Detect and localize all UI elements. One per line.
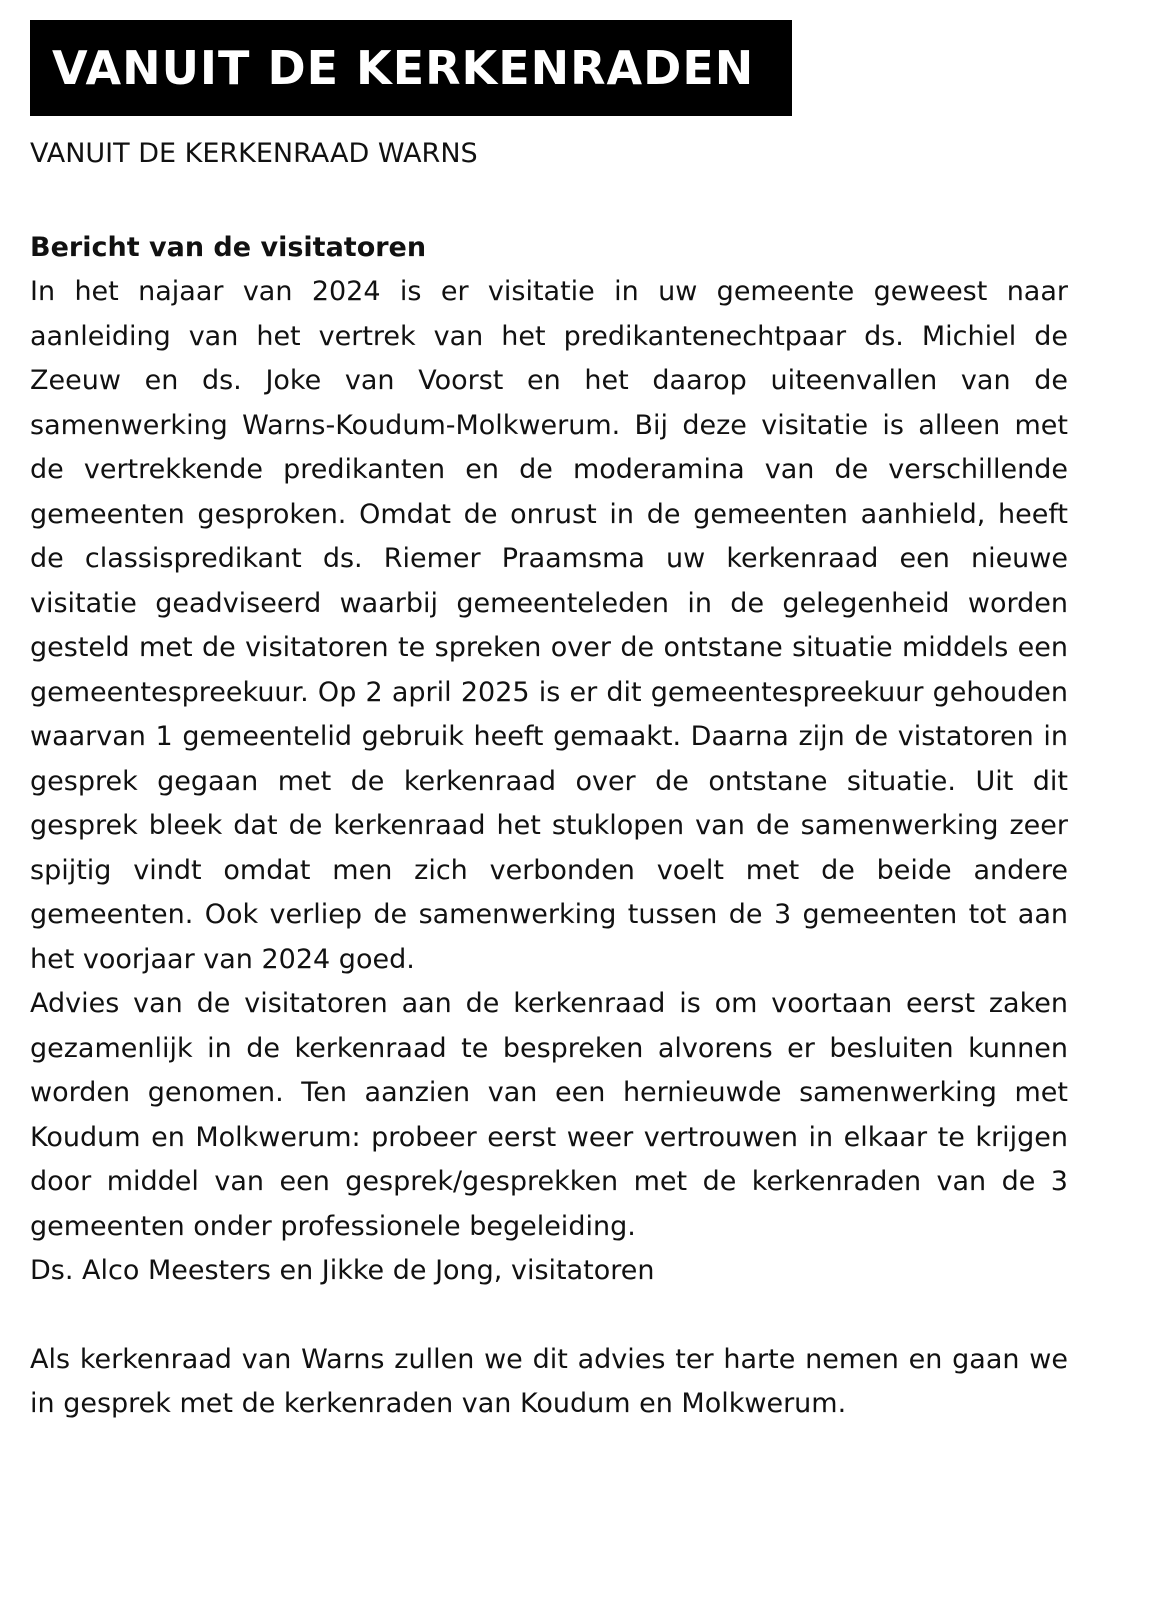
- closing-paragraph: Als kerkenraad van Warns zullen we dit advies ter harte nemen en gaan we in gesprek met de kerkenraden van Koudum en Molkwerum.: [30, 1343, 1068, 1419]
- article: [30, 20, 1068, 1427]
- section-banner: [30, 20, 792, 116]
- body-paragraph-1: In het najaar van 2024 is er visitatie in uw gemeente geweest naar aanleiding van het vertrek van het predikantenechtpaar ds. Michiel de Zeeuw en ds. Joke van Voorst en het daarop uiteenvallen van de samenwerking Warns-Koudum-Molkwerum. Bij deze visitatie is alleen met de vertrekkende predikanten en de moderamina van de verschillende gemeenten gesproken. Omdat de onrust in de gemeenten aanhield, heeft de classispredikant ds. Riemer Praamsma uw kerkenraad een nieuwe visitatie geadviseerd waarbij gemeenteleden in de gelegenheid worden gesteld met de visitatoren te spreken over de ontstane situatie middels een gemeentespreekuur. Op 2 april 2025 is er dit gemeentespreekuur gehouden waarvan 1 gemeentelid gebruik heeft gemaakt. Daarna zijn de vistatoren in gesprek gegaan met de kerkenraad over de ontstane situatie. Uit dit gesprek bleek dat de kerkenraad het stuklopen van de samenwerking zeer spijtig vindt omdat men zich verbonden voelt met de beide andere gemeenten. Ook verliep de samenwerking tussen de 3 gemeenten tot aan het voorjaar van 2024 goed.: [30, 276, 1068, 975]
- banner-title: VANUIT DE KERKENRADEN: [52, 41, 755, 95]
- article-heading: Bericht van de visitatoren: [30, 232, 427, 263]
- article-subtitle: VANUIT DE KERKENRAAD WARNS: [30, 138, 478, 169]
- signature: Ds. Alco Meesters en Jikke de Jong, visitatoren: [30, 1255, 655, 1286]
- spacer: [30, 1294, 1068, 1338]
- body-paragraph-2: Advies van de visitatoren aan de kerkenraad is om voortaan eerst zaken gezamenlijk in de kerkenraad te bespreken alvorens er besluiten kunnen worden genomen. Ten aanzien van een hernieuwde samenwerking met Koudum en Molkwerum: probeer eerst weer vertrouwen in elkaar te krijgen door middel van een gesprek/gesprekken met de kerkenraden van de 3 gemeenten onder professionele begeleiding.: [30, 988, 1068, 1242]
